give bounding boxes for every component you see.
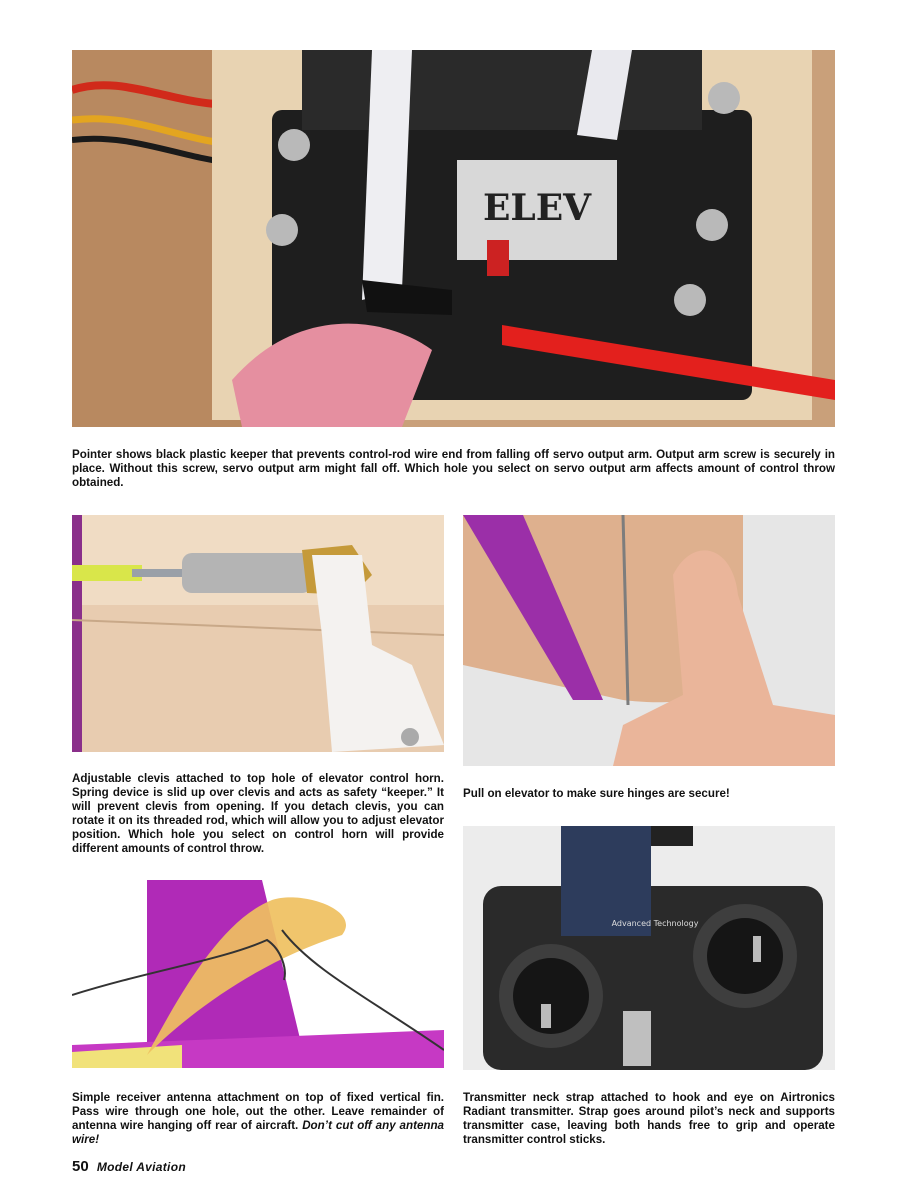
antenna-photo (72, 880, 444, 1068)
magazine-name: Model Aviation (96, 1160, 186, 1174)
transmitter-photo (463, 826, 835, 1070)
antenna-caption (72, 1091, 444, 1147)
clevis-photo (72, 515, 444, 752)
antenna-caption-emphasis: Don’t cut off any antenna wire! (72, 1119, 444, 1146)
page-number: 50 (72, 1158, 89, 1175)
elevator-photo (463, 515, 835, 766)
antenna-caption-main: Simple receiver antenna attachment on top of fixed vertical fin. Pass wire through one hole, out the other. Leave remainder of antenna wire hanging off rear of aircraft. (72, 1091, 444, 1132)
servo-photo (72, 50, 835, 427)
elevator-caption: Pull on elevator to make sure hinges are secure! (463, 787, 730, 800)
servo-label-text: ELEV (482, 187, 592, 229)
servo-caption: Pointer shows black plastic keeper that prevents control-rod wire end from falling off servo output arm. Output arm screw is securely in place. Without this screw, servo output arm might fall off. Which hole you select on servo output arm affects amount of control throw obtained. (72, 448, 835, 489)
clevis-caption: Adjustable clevis attached to top hole of elevator control horn. Spring device is slid up over clevis and acts as safety “keeper.” It will prevent clevis from opening. If you detach clevis, you can rotate it on its threaded rod, which will allow you to adjust elevator position. Which hole you select on control horn will provide different amounts of control throw. (72, 772, 444, 855)
transmitter-caption: Transmitter neck strap attached to hook and eye on Airtronics Radiant transmitter. Strap goes around pilot’s neck and supports transmitter case, leaving both hands free to grip and operate transmitter control sticks. (463, 1091, 835, 1146)
page-footer (72, 1158, 186, 1175)
transmitter-brand-text: Advanced Technology (611, 919, 699, 928)
